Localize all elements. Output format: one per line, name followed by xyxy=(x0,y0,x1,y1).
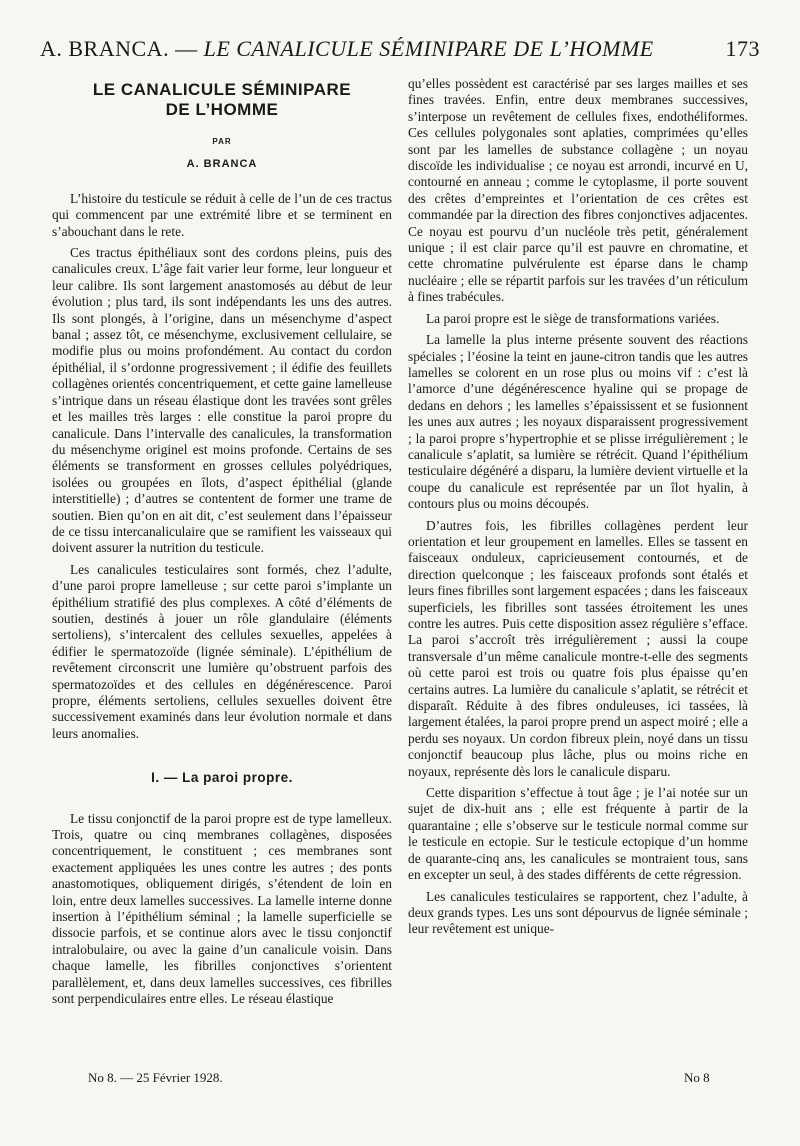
paragraph: La lamelle la plus interne présente souvent des réactions spéciales ; l’éosine la teint en jaune-citron tandis que les autres lamelles se colorent en un rose plus ou moins vif : c’est là l’amorce d’une dégénérescence hyaline qui se propage de dedans en dehors ; les lamelles s’épaississent et se fusionnent les unes aux autres ; les noyaux disparaissent progressivement ; la paroi propre s’hypertrophie et se plisse irrégulièrement ; le canalicule s’aplatit, sa lumière se rétrécit. Quand l’épithélium testiculaire dégénéré a disparu, la lumière devient virtuelle et la coupe du canalicule est représentée par un îlot hyalin, à contours plus ou moins découpés. xyxy=(408,332,748,512)
paragraph: L’histoire du testicule se réduit à celle de l’un de ces tractus qui commencent par une extrémité libre et se terminent en s’abouchant dans le rete. xyxy=(52,190,392,239)
article-title-line-1: LE CANALICULE SÉMINIPARE xyxy=(92,80,352,99)
article-title xyxy=(52,80,392,120)
footer-issue-number: No 8 xyxy=(684,1070,710,1085)
left-column xyxy=(52,76,392,1076)
paragraph: D’autres fois, les fibrilles collagènes perdent leur orientation et leur groupement en lamelles. Elles se tassent en faisceaux onduleux, capricieusement contournés, et de direction quelconque ; les faisceaux profonds sont étalés et leurs fines fibrilles sont largement espacées ; dans les faisceaux superficiels, les fibrilles sont tassées étroitement les unes contre les autres. Puis cette disposition assez régulière s’efface. La paroi s’accroît très irrégulièrement ; aussi la coupe transversale d’un même canalicule montre-t-elle des segments où cette paroi est trois ou quatre fois plus épaisse qu’en certains autres. La lumière du canalicule s’aplatit, se rétrécit et disparaît. Réduite à des fibres onduleuses, ici tassées, là largement étalées, la paroi propre prend un aspect moiré ; elle a perdu ses noyaux. Un cordon fibreux plein, noyé dans un tissu conjonctif beaucoup plus lâche, plus ou moins riche en noyaux, représente dès lors le canalicule disparu. xyxy=(408,517,748,779)
running-dash: — xyxy=(169,36,204,61)
paragraph: Les canalicules testiculaires sont formés, chez l’adulte, d’une paroi propre lamelleuse ; sur cette paroi s’implante un épithélium stratifié des plus complexes. A côté d’éléments de soutien, destinés à jouer un rôle glandulaire (éléments sertoliens), s’intercalent des cellules sexuelles, appelées à édifier le spermatozoïde (lignée séminale). L’épithélium de revêtement circonscrit une lumière qu’obstruent parfois des spermatozoïdes et des cellules en dégénérescence. Paroi propre, éléments sertoliens, cellules sexuelles doivent être successivement examinés dans leur évolution normale et dans leurs anomalies. xyxy=(52,561,392,741)
footer-issue: No 8. — 25 Février 1928. xyxy=(88,1070,223,1085)
byline-par: PAR xyxy=(212,137,232,146)
paragraph: Le tissu conjonctif de la paroi propre est de type lamelleux. Trois, quatre ou cinq membranes collagènes, disposées concentriquement, le constituent ; ces membranes sont exactement appliquées les unes contre les autres ; des ponts anastomotiques, obliquement dirigés, s’étendent de loin en loin, entre deux lamelles successives. La lamelle interne donne insertion à l’épithélium séminal ; la lamelle superficielle se dissocie parfois, et se continue alors avec le tissu conjonctif intralobulaire, ou avec la gaine d’un canalicule voisin. Dans chaque lamelle, les fibrilles conjonctives s’orientent parallèlement, et, dans deux lamelles successives, ces fibrilles sont perpendiculaires entre elles. Le réseau élastique xyxy=(52,810,392,1007)
running-article-title: LE CANALICULE SÉMINIPARE DE L’HOMME xyxy=(203,36,654,61)
page-number: 173 xyxy=(725,36,760,61)
paragraph: qu’elles possèdent est caractérisé par ses larges mailles et ses fines travées. Enfin, entre deux membranes successives, s’interpose un revêtement de cellules fixes, endothéliformes. Ces cellules polygonales sont aplaties, comprimées qu’elles sont par les lamelles de substance collagène ; un noyau discoïde les individualise ; ce noyau est arrondi, incurvé en U, contourné en anneau ; comme le cytoplasme, il porte souvent des crêtes d’empreintes et l’orientation de ces crêtes est commandée par la direction des fibres conjonctives adjacentes. Ce noyau est pourvu d’un nucléole très petit, généralement unique ; il est clair parce qu’il est pauvre en chromatine, et cette chromatine pulvérulente est éparse dans le champ nucléaire ; elle se répartit parfois sur les travées d’un réticulum à fines trabécules. xyxy=(408,76,748,305)
running-author: A. BRANCA. xyxy=(40,36,170,61)
right-column xyxy=(408,76,748,1076)
section-heading: I. — La paroi propre. xyxy=(151,770,293,786)
article-body xyxy=(52,76,748,1076)
paragraph: Les canalicules testiculaires se rapportent, chez l’adulte, à deux grands types. Les uns sont dépourvus de lignée séminale ; leur revêtement est unique- xyxy=(408,888,748,937)
running-head xyxy=(40,36,760,62)
paragraph: Ces tractus épithéliaux sont des cordons pleins, puis des canalicules creux. L’âge fait varier leur forme, leur longueur et leur calibre. Ils sont largement anastomosés au début de leur évolution ; plus tard, ils sont indépendants les uns des autres. Ils sont plongés, à l’origine, dans un mésenchyme d’aspect banal ; assez tôt, ce mésenchyme, exclusivement cellulaire, se modifie plus ou moins profondément. Au contact du cordon épithélial, il s’ordonne progressivement ; il édifie des feuillets collagènes orientés concentriquement, et cette gaine lamelleuse s’intrique dans un réseau élastique dont les travées sont grêles et les mailles très larges : elle constitue la paroi propre du canalicule. Dans l’intervalle des canalicules, la transformation du mésenchyme originel est moins profonde. Certains de ses éléments se transforment en grosses cellules polyédriques, isolées ou groupées en îlots, d’aspect épithélial (glande interstitielle) ; d’autres se contentent de former une trame de soutien. Bien qu’on en ait dit, c’est seulement dans l’épaisseur de ce tissu intercanaliculaire que se ramifient les vaisseaux qui doivent assurer la nutrition du testicule. xyxy=(52,245,392,556)
paragraph: La paroi propre est le siège de transformations variées. xyxy=(426,310,720,326)
article-title-line-2: DE L’HOMME xyxy=(165,100,279,119)
paragraph: Cette disparition s’effectue à tout âge ; je l’ai notée sur un sujet de dix-huit ans ; elle est fréquente à partir de la quarantaine ; elle s’observe sur le testicule normal comme sur le testicule en ectopie. Sur le testicule ectopique d’un homme de quarante-cinq ans, les canalicules se montraient tous, sans en excepter un seul, à des stades différents de cette régression. xyxy=(408,785,748,883)
byline-author: A. BRANCA xyxy=(186,158,258,171)
running-title xyxy=(40,36,654,62)
